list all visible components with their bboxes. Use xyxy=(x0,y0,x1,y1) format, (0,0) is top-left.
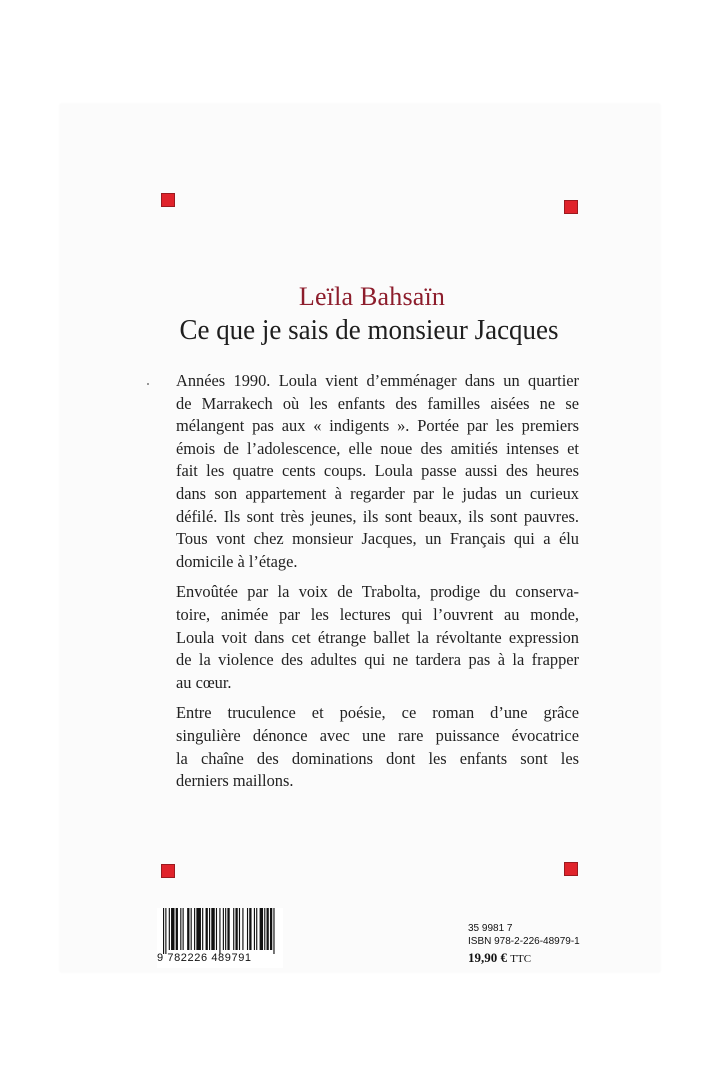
blurb-line: Tous vont chez monsieur Jacques, un Français qui a élu xyxy=(176,529,579,549)
corner-square-top-left xyxy=(161,193,175,207)
product-code: 35 9981 7 xyxy=(468,923,513,934)
blurb-line: singulière dénonce avec une rare puissance évocatrice xyxy=(176,725,579,745)
barcode-bars-icon xyxy=(157,908,283,954)
blurb-line: Années 1990. Loula vient d’emménager dans un quartier xyxy=(176,371,579,390)
price-value: 19,90 € xyxy=(468,950,507,965)
blurb-line: de Marrakech où les enfants des familles aisées ne se xyxy=(176,393,579,413)
blurb-line: Envoûtée par la voix de Trabolta, prodige du conserva- xyxy=(176,582,579,602)
author-name: Leïla Bahsaïn xyxy=(298,282,446,311)
blurb-line: de la violence des adultes qui ne tardera pas à la frapper xyxy=(176,650,579,670)
price xyxy=(468,951,580,966)
blurb-line: mélangent pas aux « indigents ». Portée par les premiers xyxy=(176,416,579,436)
blurb-text xyxy=(159,370,579,801)
blurb-paragraph-3 xyxy=(159,702,579,792)
blurb-line: dans son appartement à regarder par le judas un curieux xyxy=(176,483,579,503)
blurb-line: fait les quatre cents coups. Loula passe aussi des heures xyxy=(176,461,579,481)
stray-dot xyxy=(147,383,149,385)
reference-block xyxy=(468,922,580,966)
price-suffix: TTC xyxy=(510,953,532,965)
blurb-line: défilé. Ils sont très jeunes, ils sont beaux, ils sont pauvres. xyxy=(176,506,579,526)
corner-square-bottom-left xyxy=(161,864,175,878)
blurb-paragraph-2 xyxy=(159,581,579,694)
blurb-line: Entre truculence et poésie, ce roman d’une grâce xyxy=(176,703,579,723)
blurb-line: la chaîne des dominations dont les enfants sont les xyxy=(176,748,579,768)
blurb-line: au cœur. xyxy=(176,672,232,692)
corner-square-top-right xyxy=(564,200,578,214)
blurb-line: Loula voit dans cet étrange ballet la révoltante expression xyxy=(176,627,579,647)
blurb-paragraph-1 xyxy=(159,370,579,573)
book-title: Ce que je sais de monsieur Jacques xyxy=(179,314,559,346)
barcode-digits: 9 782226 489791 xyxy=(157,952,252,964)
isbn: ISBN 978-2-226-48979-1 xyxy=(468,936,580,947)
blurb-line: émois de l’adolescence, elle noue des amitiés intenses et xyxy=(176,438,579,458)
blurb-line: domicile à l’étage. xyxy=(176,551,298,571)
barcode xyxy=(157,908,283,968)
corner-square-bottom-right xyxy=(564,862,578,876)
blurb-line: derniers maillons. xyxy=(176,771,294,791)
blurb-line: toire, animée par les lectures qui l’ouvrent au monde, xyxy=(176,604,579,624)
